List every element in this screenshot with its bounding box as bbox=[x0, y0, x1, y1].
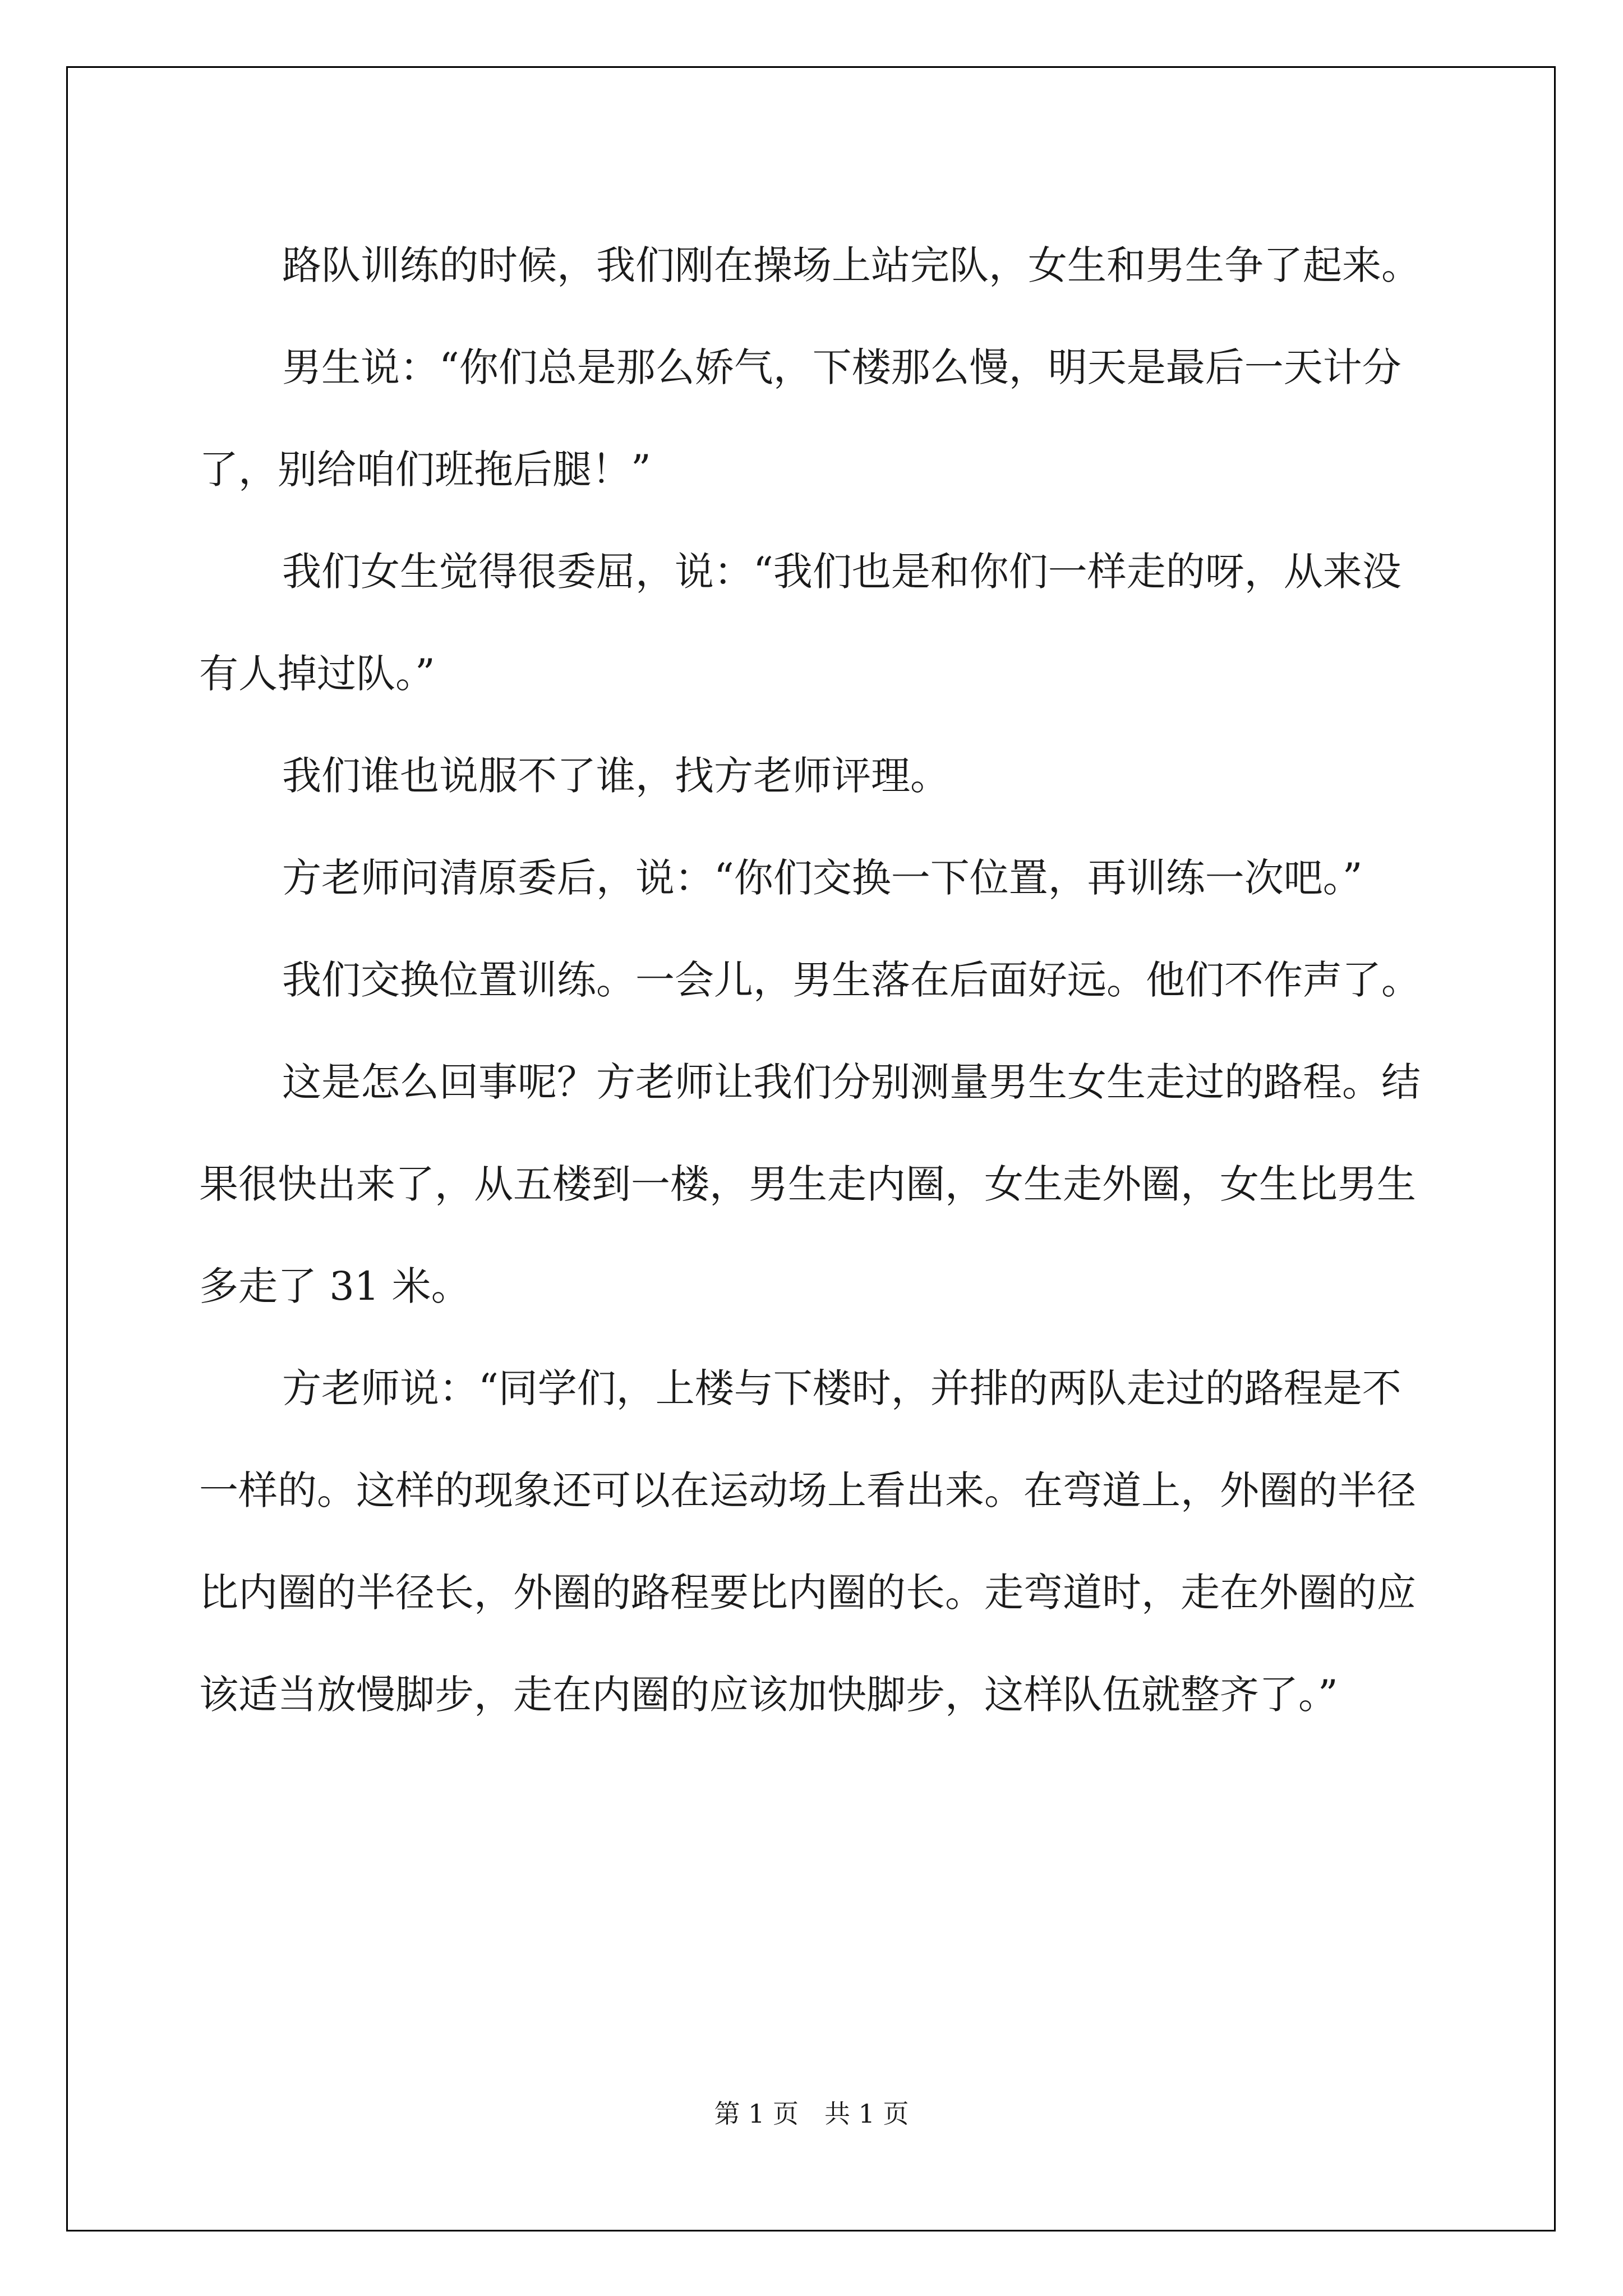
page-number-current: 第 1 页 bbox=[714, 2099, 799, 2129]
paragraph: 路队训练的时候，我们刚在操场上站完队，女生和男生争了起来。 bbox=[282, 242, 1421, 288]
paragraph: 我们女生觉得很委屈，说：“我们也是和你们一样走的呀，从来没有人掉过队。” bbox=[199, 549, 1401, 697]
paragraph: 男生说：“你们总是那么娇气，下楼那么慢，明天是最后一天计分了，别给咱们班拖后腿！” bbox=[199, 344, 1401, 493]
paragraph: 我们谁也说服不了谁，找方老师评理。 bbox=[282, 753, 949, 799]
paragraph: 我们交换位置训练。一会儿，男生落在后面好远。他们不作声了。 bbox=[282, 957, 1421, 1003]
paragraph: 方老师问清原委后，说：“你们交换一下位置，再训练一次吧。” bbox=[282, 855, 1363, 901]
document-body bbox=[199, 214, 1433, 1746]
page-number-total: 共 1 页 bbox=[824, 2099, 909, 2129]
page-footer bbox=[0, 2093, 1623, 2131]
paragraph: 方老师说：“同学们，上楼与下楼时，并排的两队走过的路程是不一样的。这样的现象还可以在运动场上看出来。在弯道上，外圈的半径比内圈的半径长，外圈的路程要比内圈的长。走弯道时，走在外圈的应该适当放慢脚步，走在内圈的应该加快脚步，这样队伍就整齐了。” bbox=[199, 1365, 1416, 1718]
paragraph: 这是怎么回事呢？方老师让我们分别测量男生女生走过的路程。结果很快出来了，从五楼到一楼，男生走内圈，女生走外圈，女生比男生多走了 31 米。 bbox=[199, 1059, 1421, 1309]
